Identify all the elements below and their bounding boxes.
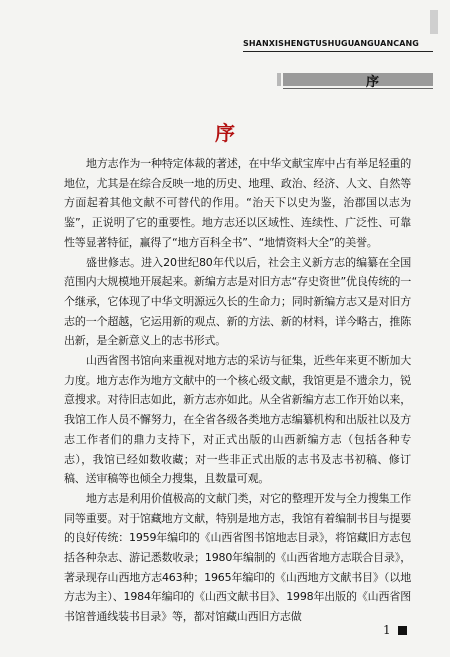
section-band <box>283 73 433 86</box>
paragraph: 山西省图书馆向来重视对地方志的采访与征集，近些年来更不断加大力度。地方志作为地方文献中的一个核心级文献，我馆更是不遗余力，锐意搜求。对待旧志如此，新方志亦如此。从全省新编方志工作开始以来，我馆工作人员不懈努力，在全省各级各类地方志编纂机构和出版社以及方志工作者们的鼎力支持下，对正式出版的山西新编方志（包括各种专志），我馆已经如数收藏；对一些非正式出版的志书及志书初稿、修订稿、送审稿等也倾全力搜集，且数量可观。 <box>64 354 411 486</box>
section-band-chip <box>277 73 281 86</box>
header-rule <box>243 51 433 52</box>
body-text <box>64 154 411 627</box>
section-rule <box>283 88 433 89</box>
paragraph: 盛世修志。进入20世纪80年代以后，社会主义新方志的编纂在全国范围内大规模地开展起来。新编方志是对旧方志“存史资世”优良传统的一个继承，它体现了中华文明源远久长的生命力；同时新编方志又是对旧方志的一个超越，它运用新的观点、新的方法、新的材料，详今略古，推陈出新，是全新意义上的志书形式。 <box>64 255 411 348</box>
section-mark: 序 <box>366 75 380 90</box>
page-marker-square <box>398 626 407 635</box>
paragraph: 地方志是利用价值极高的文献门类，对它的整理开发与全力搜集工作同等重要。对于馆藏地方文献，特别是地方志，我馆有着编制书目与提要的良好传统：1959年编印的《山西省图书馆地志目录》，将馆藏旧方志包括各种杂志、游记悉数收录；1980年编制的《山西省地方志联合目录》，著录现存山西地方志463种；1965年编印的《山西地方文献书目》（以地方志为主）、1984年编印的《山西文献书目》、1998年出版的《山西省图书馆普通线装书目录》等，都对馆藏山西旧方志做 <box>64 491 411 624</box>
scan-mark <box>430 10 438 34</box>
page-title: 序 <box>215 121 235 145</box>
running-title: SHANXISHENGTUSHUGUANGUANCANG <box>243 39 419 48</box>
page-number: 1 <box>383 623 391 637</box>
running-header <box>0 0 450 130</box>
paragraph: 地方志作为一种特定体裁的著述，在中华文献宝库中占有举足轻重的地位，尤其是在综合反映一地的历史、地理、政治、经济、人文、自然等方面起着其他文献不可替代的作用。“治天下以史为鉴，治郡国以志为鉴”，正说明了它的重要性。地方志还以区域性、连续性、广泛性、可靠性等显著特征，赢得了“地方百科全书”、“地情资料大全”的美誉。 <box>64 157 411 249</box>
